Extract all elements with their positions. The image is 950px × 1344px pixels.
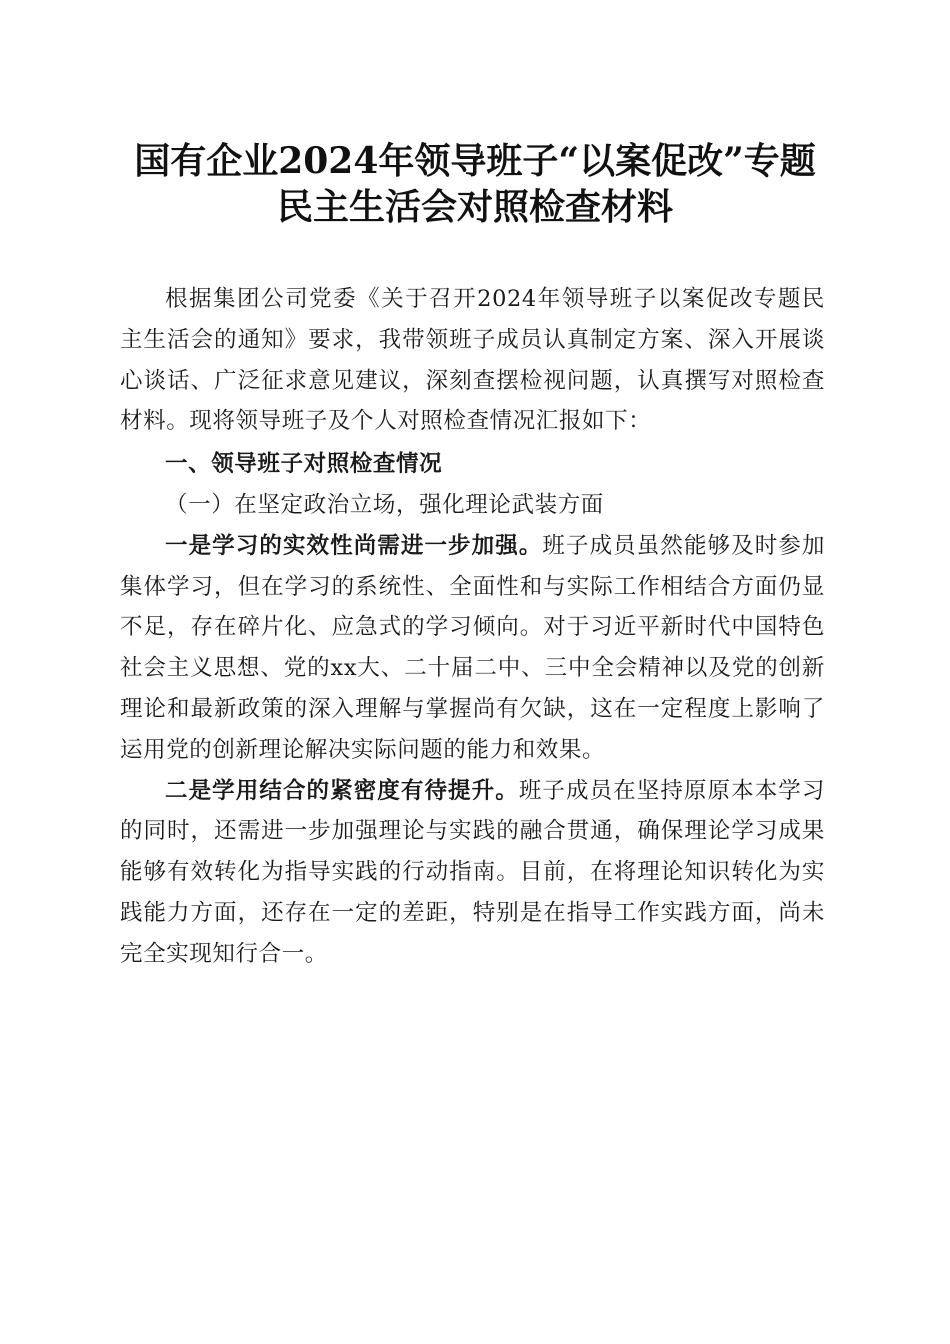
point-2-body: 班子成员在坚持原原本本学习的同时，还需进一步加强理论与实践的融合贯通，确保理论学习成果能够有效转化为指导实践的行动指南。目前，在将理论知识转化为实践能力方面，还存在一定的差距，特别是在指导工作实践方面，尚未完全实现知行合一。 (120, 777, 825, 967)
intro-paragraph: 根据集团公司党委《关于召开2024年领导班子以案促改专题民主生活会的通知》要求，我带领班子成员认真制定方案、深入开展谈心谈话、广泛征求意见建议，深刻查摆检视问题，认真撰写对照检查材料。现将领导班子及个人对照检查情况汇报如下： (120, 286, 825, 435)
point-2-lead: 二是学用结合的紧密度有待提升。 (165, 777, 519, 804)
section-1-heading: 一、领导班子对照检查情况 (165, 451, 443, 478)
point-2-paragraph (120, 771, 825, 975)
document-title-line-2: 民主生活会对照检查材料 (276, 186, 673, 228)
document-title-line-1: 国有企业2024年领导班子“以案促改”专题 (134, 140, 816, 182)
document-body (120, 279, 825, 975)
subsection-1-heading: （一）在坚定政治立场，强化理论武装方面 (165, 491, 604, 518)
point-1-lead: 一是学习的实效性尚需进一步加强。 (165, 532, 543, 559)
point-1-body: 班子成员虽然能够及时参加集体学习，但在学习的系统性、全面性和与实际工作相结合方面仍显不足，存在碎片化、应急式的学习倾向。对于习近平新时代中国特色社会主义思想、党的xx大、二十届二中、三中全会精神以及党的创新理论和最新政策的深入理解与掌握尚有欠缺，这在一定程度上影响了运用党的创新理论解决实际问题的能力和效果。 (120, 532, 825, 763)
point-1-paragraph (120, 526, 825, 771)
